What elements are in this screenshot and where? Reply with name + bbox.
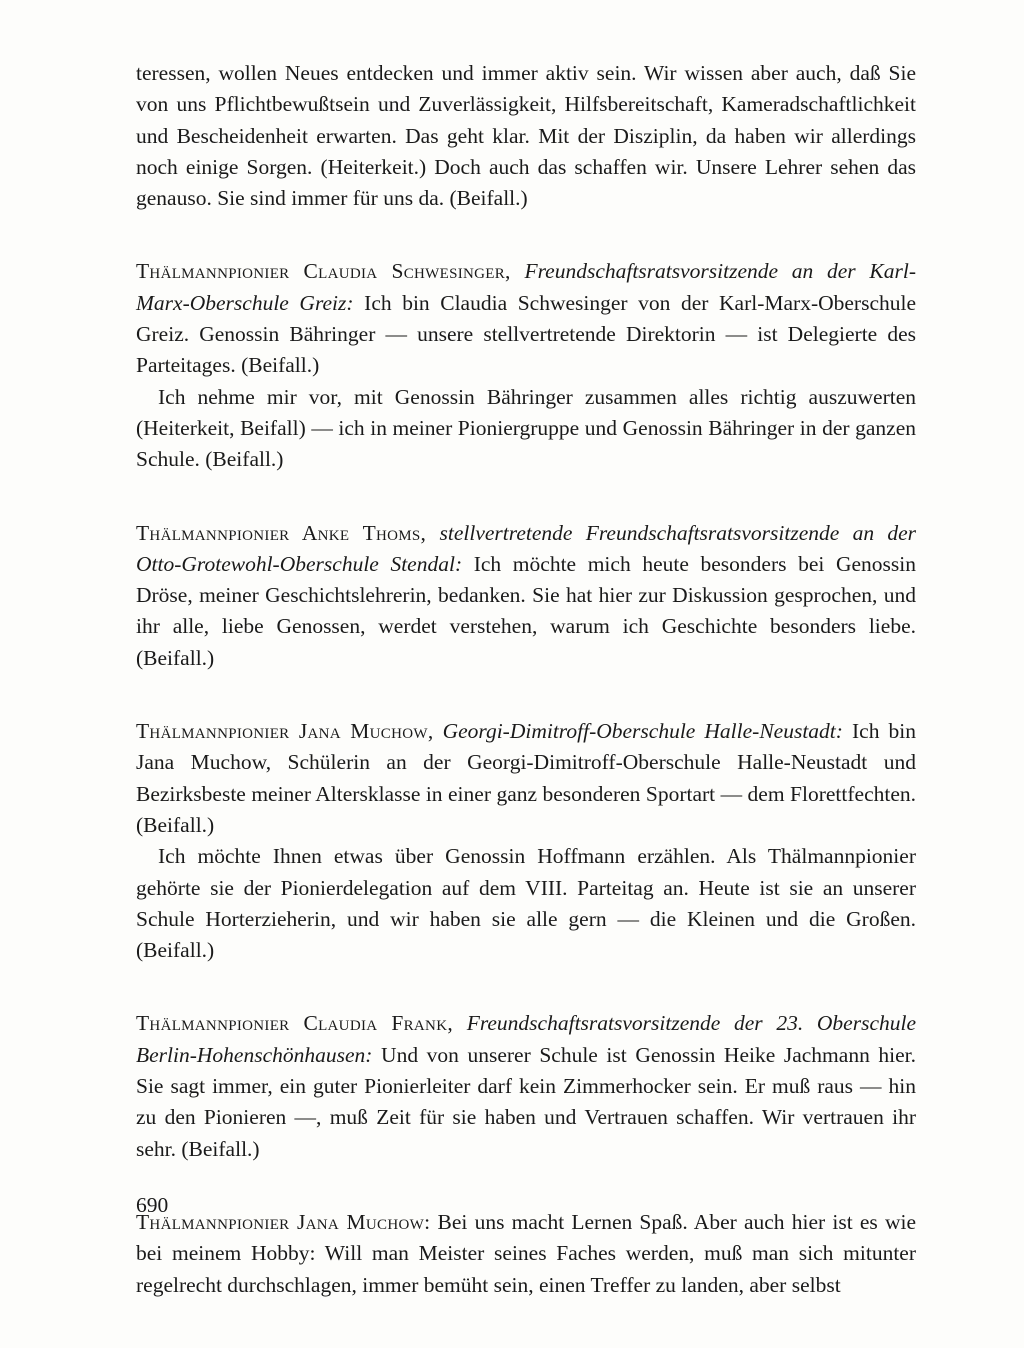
section-gap bbox=[136, 966, 916, 1008]
speech-paragraph bbox=[136, 1207, 916, 1301]
speaker-role: stellvertretende Freundschaftsratsvorsitzende an der Otto-Grotewohl-Oberschule Stendal: bbox=[136, 520, 917, 576]
speaker-role: Freundschaftsratsvorsitzende an der Karl-Marx-Oberschule Greiz: bbox=[136, 259, 916, 315]
section-gap bbox=[136, 674, 916, 716]
speech-paragraph bbox=[136, 1008, 916, 1164]
speech-text: Ich bin Jana Muchow, Schülerin an der Georgi-Dimitroff-Oberschule Halle-Neustadt und Bezirksbeste meiner Altersklasse in einer ganz besonderen Sportart — dem Florettfechten. (Beifall.) bbox=[136, 719, 916, 837]
speaker-role: Freundschaftsratsvorsitzende der 23. Oberschule Berlin-Hohenschönhausen: bbox=[136, 1011, 916, 1067]
section-gap bbox=[136, 476, 916, 518]
speech-continuation: Ich möchte Ihnen etwas über Genossin Hoffmann erzählen. Als Thälmannpionier gehörte sie der Pionierdelegation auf dem VIII. Parteitag an. Heute ist sie an unserer Schule Horterzieherin, und wir haben sie alle gern — die Kleinen und die Großen. (Beifall.) bbox=[136, 844, 916, 963]
section-gap bbox=[136, 1165, 916, 1207]
section-gap bbox=[136, 214, 916, 256]
speaker-role: Georgi-Dimitroff-Oberschule Halle-Neustadt: bbox=[442, 719, 843, 744]
speaker-name: Thälmannpionier Jana Muchow, bbox=[136, 719, 434, 744]
speech-thoms bbox=[136, 518, 916, 674]
speaker-name: Thälmannpionier Claudia Schwesinger, bbox=[136, 259, 511, 284]
speech-muchow-2 bbox=[136, 1207, 916, 1301]
speech-schwesinger bbox=[136, 256, 916, 475]
speech-text: Ich möchte mich heute besonders bei Genossin Dröse, meiner Geschichtslehrerin, bedanken. Sie hat hier zur Diskussion gesprochen, und ihr alle, liebe Genossen, werdet verstehen, warum ich Geschichte besonders liebe. (Beifall.) bbox=[136, 551, 917, 670]
page-number: 690 bbox=[136, 1193, 169, 1217]
speaker-name: Thälmannpionier Jana Muchow: bbox=[136, 1209, 431, 1234]
speech-text: Bei uns macht Lernen Spaß. Aber auch hier ist es wie bei meinem Hobby: Will man Meister seines Faches werden, muß man sich mitunter regelrecht durchschlagen, immer bemüht sein, einen Treffer zu landen, aber selbst bbox=[136, 1209, 916, 1297]
speech-frank bbox=[136, 1008, 916, 1164]
speech-paragraph bbox=[136, 716, 916, 841]
speech-text: Ich bin Claudia Schwesinger von der Karl-Marx-Oberschule Greiz. Genossin Bähringer — unsere stellvertretende Direktorin — ist Delegierte des Parteitages. (Beifall.) bbox=[136, 290, 917, 378]
page-body bbox=[136, 58, 916, 1301]
speech-paragraph bbox=[136, 256, 916, 381]
speech-text: Und von unserer Schule ist Genossin Heike Jachmann hier. Sie sagt immer, ein guter Pionierleiter darf kein Zimmerhocker sein. Er muß raus — hin zu den Pionieren —, muß Zeit für sie haben und Vertrauen schaffen. Wir vertrauen ihr sehr. (Beifall.) bbox=[136, 1042, 917, 1161]
speech-paragraph bbox=[136, 518, 916, 674]
speech-muchow bbox=[136, 716, 916, 966]
opening-paragraph: teressen, wollen Neues entdecken und immer aktiv sein. Wir wissen aber auch, daß Sie von uns Pflichtbewußtsein und Zuverlässigkeit, Hilfsbereitschaft, Kameradschaftlichkeit und Bescheidenheit erwarten. Das geht klar. Mit der Disziplin, da haben wir allerdings noch einige Sorgen. (Heiterkeit.) Doch auch das schaffen wir. Unsere Lehrer sehen das genauso. Sie sind immer für uns da. (Beifall.) bbox=[136, 61, 916, 211]
speaker-name: Thälmannpionier Claudia Frank, bbox=[136, 1011, 453, 1036]
speaker-name: Thälmannpionier Anke Thoms, bbox=[136, 520, 427, 545]
speech-continuation: Ich nehme mir vor, mit Genossin Bähringer zusammen alles richtig auszuwerten (Heiterkeit, Beifall) — ich in meiner Pioniergruppe und Genossin Bähringer in der ganzen Schule. (Beifall.) bbox=[136, 384, 916, 472]
